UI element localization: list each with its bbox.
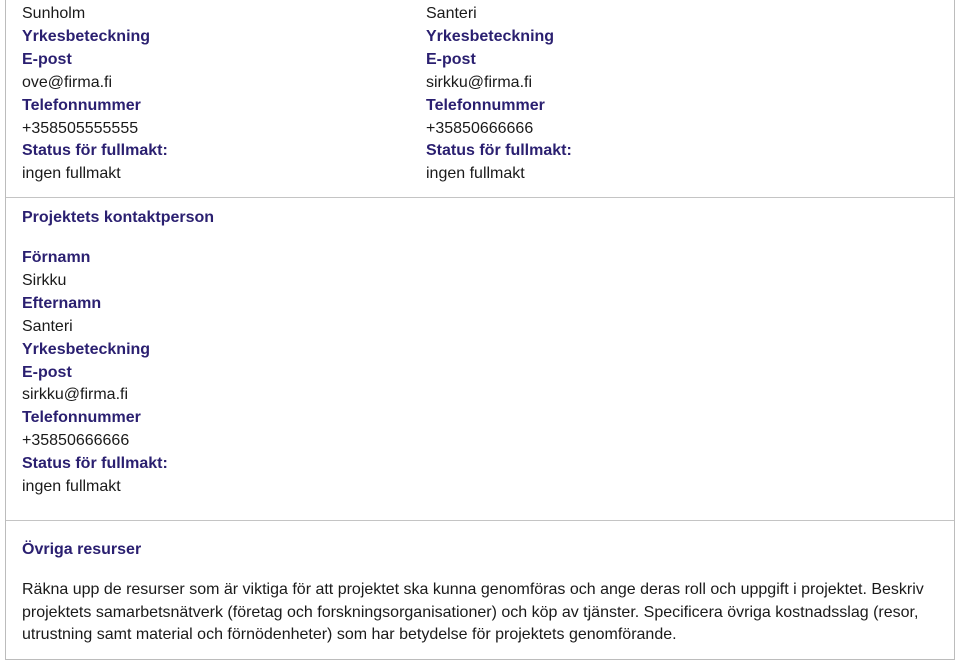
section-divider: [6, 520, 954, 521]
person-email-label: E-post: [22, 50, 72, 68]
contact-heading: Projektets kontaktperson: [22, 209, 215, 226]
person-email-value: sirkku@firma.fi: [426, 73, 533, 91]
contact-lastname-value: Santeri: [22, 317, 73, 335]
contact-firstname-label: Förnamn: [22, 249, 91, 266]
person-status-label: Status för fullmakt:: [22, 142, 168, 160]
person-phone-label: Telefonnummer: [22, 96, 141, 114]
person-email-value: ove@firma.fi: [22, 73, 113, 91]
contact-email-label: E-post: [22, 363, 72, 381]
contact-status-label: Status för fullmakt:: [22, 455, 168, 473]
section-divider: [6, 197, 954, 198]
contact-status-value: ingen fullmakt: [22, 478, 121, 496]
person-lastname-value: Sunholm: [22, 5, 86, 22]
contact-phone-label: Telefonnummer: [22, 409, 141, 427]
contact-title-label: Yrkesbeteckning: [22, 340, 151, 358]
person-phone-value: +358505555555: [22, 119, 139, 137]
contact-firstname-value: Sirkku: [22, 271, 67, 289]
person-status-label: Status för fullmakt:: [426, 142, 572, 160]
person-lastname-value: Santeri: [426, 5, 477, 22]
resources-description: Räkna upp de resurser som är viktiga för att projektet ska kunna genomföras och ange deras roll och uppgift i projektet. Beskriv projektets samarbetsnätverk (företag och forskningsorganisationer) och köp av tjänster. Specificera övriga kostnadsslag (resor, utrustning samt material och förnödenheter) som har betydelse för projektets genomförande.: [22, 581, 924, 643]
person-status-value: ingen fullmakt: [22, 165, 121, 183]
person-title-label: Yrkesbeteckning: [22, 27, 151, 45]
person-card-1: [22, 3, 168, 186]
person-status-value: ingen fullmakt: [426, 165, 525, 183]
contact-phone-value: +35850666666: [22, 432, 130, 450]
resources-heading: Övriga resurser: [22, 541, 142, 558]
person-title-label: Yrkesbeteckning: [426, 27, 555, 45]
contact-email-value: sirkku@firma.fi: [22, 386, 129, 404]
person-phone-label: Telefonnummer: [426, 96, 545, 114]
contact-person-card: [22, 247, 168, 499]
person-phone-value: +35850666666: [426, 119, 534, 137]
person-email-label: E-post: [426, 50, 476, 68]
person-card-2: [426, 3, 572, 186]
contact-lastname-label: Efternamn: [22, 294, 102, 312]
